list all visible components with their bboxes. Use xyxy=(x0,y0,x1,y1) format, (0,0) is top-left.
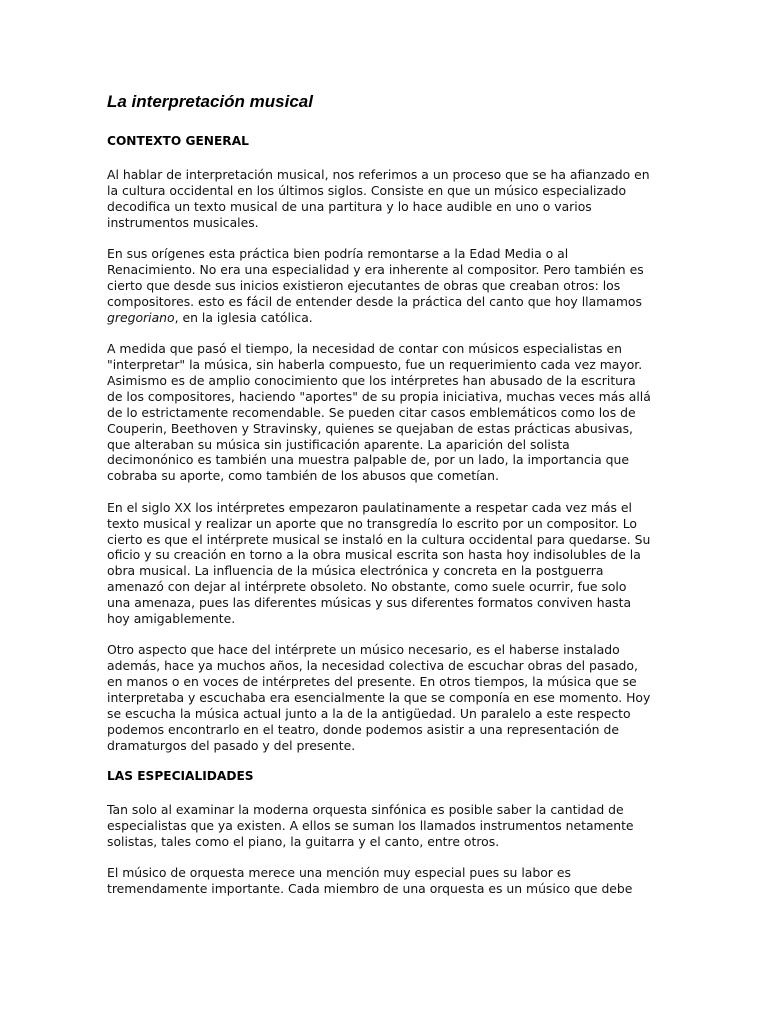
text-line: cobraba su aporte, como también de los abusos que cometían. xyxy=(107,468,499,484)
text-line: tremendamente importante. Cada miembro de una orquesta es un músico que debe xyxy=(107,881,633,897)
paragraph xyxy=(107,500,663,627)
text-line: Asimismo es de amplio conocimiento que los intérpretes han abusado de la escritura xyxy=(107,372,636,388)
text-line: que alteraban su música sin justificación aparente. La aparición del solista xyxy=(107,436,570,452)
text-line: cierto que desde sus inicios existieron ejecutantes de obras que creaban otros: los xyxy=(107,277,621,293)
text-line: interpretaba y escuchaba era esencialmente la que se componía en ese momento. Hoy xyxy=(107,690,651,706)
text-line: El músico de orquesta merece una mención muy especial pues su labor es xyxy=(107,865,571,881)
text-line: "interpretar" la música, sin haberla compuesto, fue un requerimiento cada vez mayor. xyxy=(107,356,643,372)
text-line: A medida que pasó el tiempo, la necesidad de contar con músicos especialistas en xyxy=(107,341,622,357)
text-line: hoy amigablemente. xyxy=(107,611,236,627)
text-line: Al hablar de interpretación musical, nos referimos a un proceso que se ha afianzado en xyxy=(107,166,650,182)
paragraph xyxy=(107,246,663,326)
document-title: La interpretación musical xyxy=(107,92,313,111)
text-line: compositores. esto es fácil de entender desde la práctica del canto que hoy llamamos xyxy=(107,293,642,309)
text-line: de lo estrictamente recomendable. Se pueden citar casos emblemáticos como los de xyxy=(107,404,636,420)
paragraph xyxy=(107,167,663,231)
paragraph xyxy=(107,802,663,850)
section-heading-las-especialidades: LAS ESPECIALIDADES xyxy=(107,769,254,784)
text-line: Tan solo al examinar la moderna orquesta sinfónica es posible saber la cantidad de xyxy=(107,802,624,818)
text-line: Couperin, Beethoven y Stravinsky, quienes se quejaban de estas prácticas abusivas, xyxy=(107,420,633,436)
text-line: especialistas que ya existen. A ellos se suman los llamados instrumentos netamente xyxy=(107,818,634,834)
text-line: en manos o en voces de intérpretes del presente. En otros tiempos, la música que se xyxy=(107,674,637,690)
text-line: instrumentos musicales. xyxy=(107,214,259,230)
text-line: texto musical y realizar un aporte que no transgredía lo escrito por un compositor. Lo xyxy=(107,515,637,531)
italic-term: gregoriano xyxy=(107,309,175,325)
text-line: oficio y su creación en torno a la obra musical escrita son hasta hoy indisolubles de la xyxy=(107,547,641,563)
document-page xyxy=(107,92,663,913)
text-line: además, hace ya muchos años, la necesidad colectiva de escuchar obras del pasado, xyxy=(107,658,638,674)
text-line: decodifica un texto musical de una partitura y lo hace audible en uno o varios xyxy=(107,198,592,214)
text-line: cierto es que el intérprete musical se instaló en la cultura occidental para quedarse. Su xyxy=(107,531,651,547)
paragraph xyxy=(107,642,663,753)
text-line: obra musical. La influencia de la música electrónica y concreta en la postguerra xyxy=(107,563,604,579)
section-heading-contexto-general: CONTEXTO GENERAL xyxy=(107,134,249,148)
text-line: una amenaza, pues las diferentes músicas y sus diferentes formatos conviven hasta xyxy=(107,595,632,611)
paragraph xyxy=(107,865,663,897)
text-line: Otro aspecto que hace del intérprete un músico necesario, es el haberse instalado xyxy=(107,642,620,658)
text-fragment: , en la iglesia católica. xyxy=(174,309,313,325)
text-line: Renacimiento. No era una especialidad y era inherente al compositor. Pero también es xyxy=(107,261,644,277)
text-line: decimonónico es también una muestra palpable de, por un lado, la importancia que xyxy=(107,452,629,468)
text-line: solistas, tales como el piano, la guitarra y el canto, entre otros. xyxy=(107,834,500,850)
text-line: podemos encontrarlo en el teatro, donde podemos asistir a una representación de xyxy=(107,722,619,737)
text-line: En sus orígenes esta práctica bien podría remontarse a la Edad Media o al xyxy=(107,246,569,262)
paragraph xyxy=(107,341,663,484)
text-line: amenazó con dejar al intérprete obsoleto. No obstante, como suele ocurrir, fue solo xyxy=(107,579,627,595)
text-line: de los compositores, haciendo "aportes" de su propia iniciativa, muchas veces más allá xyxy=(107,388,651,404)
text-line: dramaturgos del pasado y del presente. xyxy=(107,737,356,753)
text-line xyxy=(107,310,663,326)
text-line: se escucha la música actual junto a la de la antigüedad. Un paralelo a este respecto xyxy=(107,706,631,722)
text-line: En el siglo XX los intérpretes empezaron paulatinamente a respetar cada vez más el xyxy=(107,499,632,515)
text-line: la cultura occidental en los últimos siglos. Consiste en que un músico especializado xyxy=(107,182,627,198)
